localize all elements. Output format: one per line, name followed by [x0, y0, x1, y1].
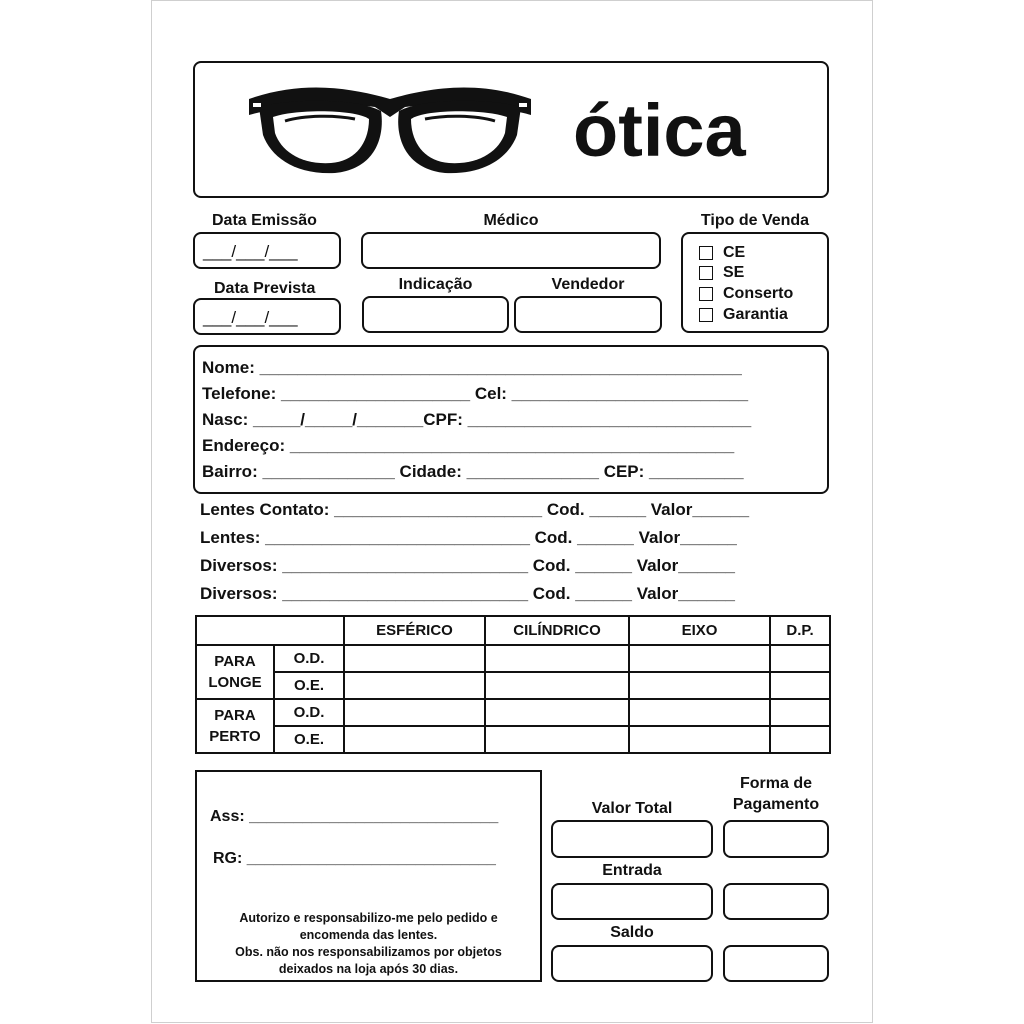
rx-cell[interactable]: [629, 699, 770, 726]
tipo-venda-option-garantia[interactable]: Garantia: [699, 306, 788, 324]
signature-box: [195, 770, 542, 982]
lentes-row[interactable]: Lentes: ____________________________ Cod. ______ Valor______: [200, 528, 737, 547]
forma-pagamento-field-3[interactable]: [723, 945, 829, 982]
rx-header-esferico: ESFÉRICO: [344, 616, 485, 645]
rx-perto-oe-label: O.E.: [274, 726, 344, 753]
lentes-contato-row[interactable]: Lentes Contato: ______________________ Cod. ______ Valor______: [200, 500, 750, 519]
indicacao-label: Indicação: [398, 276, 473, 293]
data-prevista-label: Data Prevista: [214, 280, 316, 297]
rg-field[interactable]: RG: ____________________________: [213, 850, 496, 867]
medico-label: Médico: [483, 212, 539, 229]
ass-field[interactable]: Ass: ____________________________: [210, 808, 499, 825]
rx-cell[interactable]: [629, 672, 770, 699]
forma-pagamento-field-2[interactable]: [723, 883, 829, 920]
checkbox-icon[interactable]: [699, 287, 713, 301]
rx-header-dp: D.P.: [770, 616, 830, 645]
entrada-label: Entrada: [602, 862, 662, 879]
rx-longe-od-label: O.D.: [274, 645, 344, 672]
prescription-table: [195, 615, 831, 754]
rx-cell[interactable]: [344, 645, 485, 672]
rx-para-perto-label: PARA PERTO: [196, 699, 274, 753]
rx-cell[interactable]: [485, 672, 629, 699]
data-emissao-field[interactable]: [193, 232, 341, 269]
diversos-row-2[interactable]: Diversos: __________________________ Cod. ______ Valor______: [200, 584, 735, 603]
rx-header-eixo: EIXO: [629, 616, 770, 645]
nome-field[interactable]: Nome: ___________________________________________________: [202, 358, 742, 377]
valor-total-label: Valor Total: [591, 800, 673, 817]
valor-total-field[interactable]: [551, 820, 713, 858]
endereco-field[interactable]: Endereço: _______________________________________________: [202, 436, 735, 455]
data-prevista-field[interactable]: [193, 298, 341, 335]
tipo-venda-option-se[interactable]: SE: [699, 264, 744, 282]
authorization-note: Autorizo e responsabilizo-me pelo pedido e encomenda das lentes. Obs. não nos responsabilizamos por objetos deixados na loja após 30 dias.: [235, 911, 502, 976]
rx-cell[interactable]: [770, 645, 830, 672]
rx-cell[interactable]: [485, 645, 629, 672]
glasses-icon: [245, 77, 535, 187]
forma-pagamento-label: Forma de Pagamento: [732, 775, 820, 813]
rx-corner-cell: [196, 616, 344, 645]
forma-pagamento-field-1[interactable]: [723, 820, 829, 858]
nasc-field[interactable]: Nasc: _____/_____/_______CPF: ______________________________: [202, 410, 752, 429]
rx-cell[interactable]: [770, 726, 830, 753]
tipo-venda-box: [681, 232, 829, 333]
vendedor-field[interactable]: [514, 296, 662, 333]
rx-cell[interactable]: [770, 672, 830, 699]
header-box: [193, 61, 829, 198]
brand-title: ótica: [573, 89, 746, 172]
client-box: [193, 345, 829, 494]
telefone-field[interactable]: Telefone: ____________________ Cel: _________________________: [202, 384, 749, 403]
data-emissao-value: ___/___/___: [203, 242, 298, 261]
tipo-venda-label: Tipo de Venda: [700, 212, 810, 229]
rx-cell[interactable]: [344, 726, 485, 753]
rx-cell[interactable]: [485, 699, 629, 726]
tipo-venda-option-ce[interactable]: CE: [699, 244, 745, 262]
entrada-field[interactable]: [551, 883, 713, 920]
rx-para-longe-label: PARA LONGE: [196, 645, 274, 699]
rx-cell[interactable]: [344, 672, 485, 699]
rx-cell[interactable]: [344, 699, 485, 726]
rx-cell[interactable]: [485, 726, 629, 753]
saldo-label: Saldo: [610, 924, 654, 941]
indicacao-field[interactable]: [362, 296, 509, 333]
checkbox-icon[interactable]: [699, 266, 713, 280]
checkbox-icon[interactable]: [699, 246, 713, 260]
data-emissao-label: Data Emissão: [212, 212, 317, 229]
vendedor-label: Vendedor: [551, 276, 625, 293]
saldo-field[interactable]: [551, 945, 713, 982]
medico-field[interactable]: [361, 232, 661, 269]
tipo-venda-option-conserto[interactable]: Conserto: [699, 285, 793, 303]
rx-cell[interactable]: [629, 645, 770, 672]
rx-cell[interactable]: [770, 699, 830, 726]
diversos-row-1[interactable]: Diversos: __________________________ Cod. ______ Valor______: [200, 556, 735, 575]
checkbox-icon[interactable]: [699, 308, 713, 322]
rx-longe-oe-label: O.E.: [274, 672, 344, 699]
bairro-field[interactable]: Bairro: ______________ Cidade: ______________ CEP: __________: [202, 462, 744, 481]
rx-perto-od-label: O.D.: [274, 699, 344, 726]
data-prevista-value: ___/___/___: [203, 308, 298, 327]
rx-cell[interactable]: [629, 726, 770, 753]
rx-header-cilindrico: CILÍNDRICO: [485, 616, 629, 645]
